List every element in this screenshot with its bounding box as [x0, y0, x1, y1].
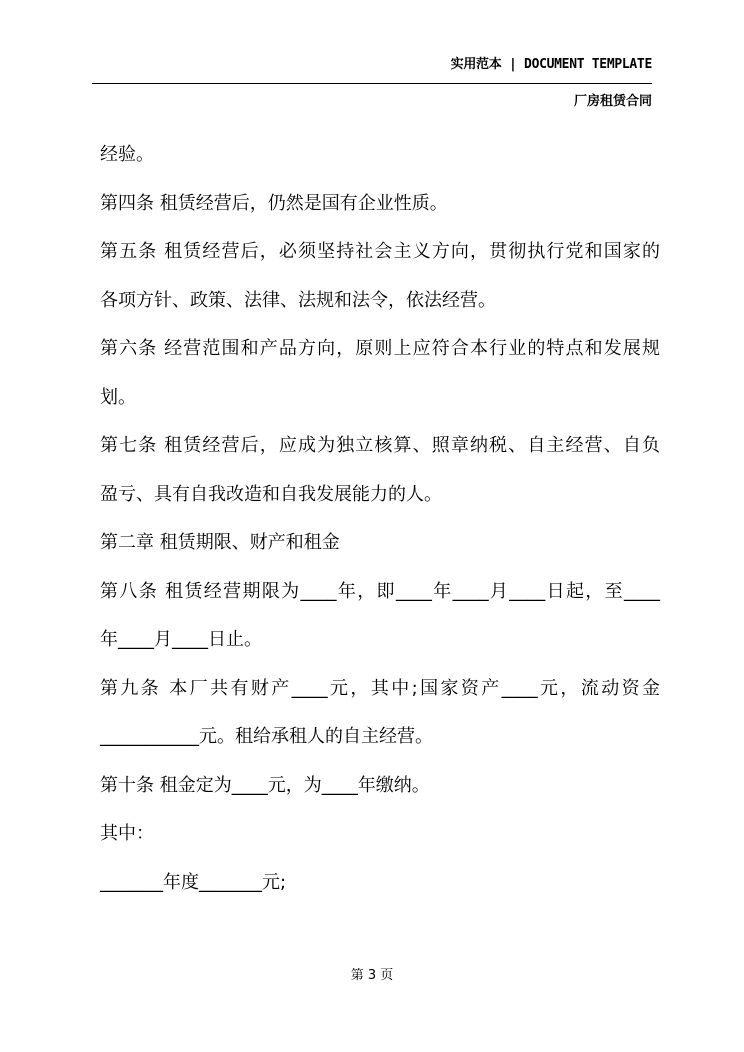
body-line: 划。 — [100, 386, 136, 408]
body-line: 盈亏、具有自我改造和自我发展能力的人。 — [100, 483, 442, 505]
document-subtitle: 厂房租赁合同 — [573, 94, 652, 109]
document-body — [100, 136, 660, 912]
body-line: 第四条 租赁经营后，仍然是国有企业性质。 — [100, 192, 448, 214]
page-number: 第 3 页 — [350, 968, 394, 983]
body-line: 第八条 租赁经营期限为____年，即____年____月____日起，至____ — [100, 580, 660, 602]
body-line: 年____月____日止。 — [100, 629, 262, 650]
body-line: ___________元。租给承租人的自主经营。 — [100, 726, 433, 747]
body-line: 其中： — [100, 823, 154, 844]
body-line: 第九条 本厂共有财产____元，其中;国家资产____元，流动资金 — [100, 677, 660, 699]
body-line: 第七条 租赁经营后，应成为独立核算、照章纳税、自主经营、自负 — [100, 435, 660, 456]
body-line: 第十条 租金定为____元，为____年缴纳。 — [100, 774, 430, 796]
header-title: 实用范本 | DOCUMENT TEMPLATE — [450, 57, 652, 72]
body-line: 经验。 — [100, 144, 154, 165]
body-line: 各项方针、政策、法律、法规和法令，依法经营。 — [100, 289, 496, 311]
body-line: 第五条 租赁经营后，必须坚持社会主义方向，贯彻执行党和国家的 — [100, 241, 660, 262]
body-line: 第六条 经营范围和产品方向，原则上应符合本行业的特点和发展规 — [100, 338, 660, 359]
header-divider — [92, 83, 652, 84]
chapter-heading: 第二章 租赁期限、财产和租金 — [100, 532, 340, 553]
body-line: _______年度_______元; — [100, 871, 287, 893]
